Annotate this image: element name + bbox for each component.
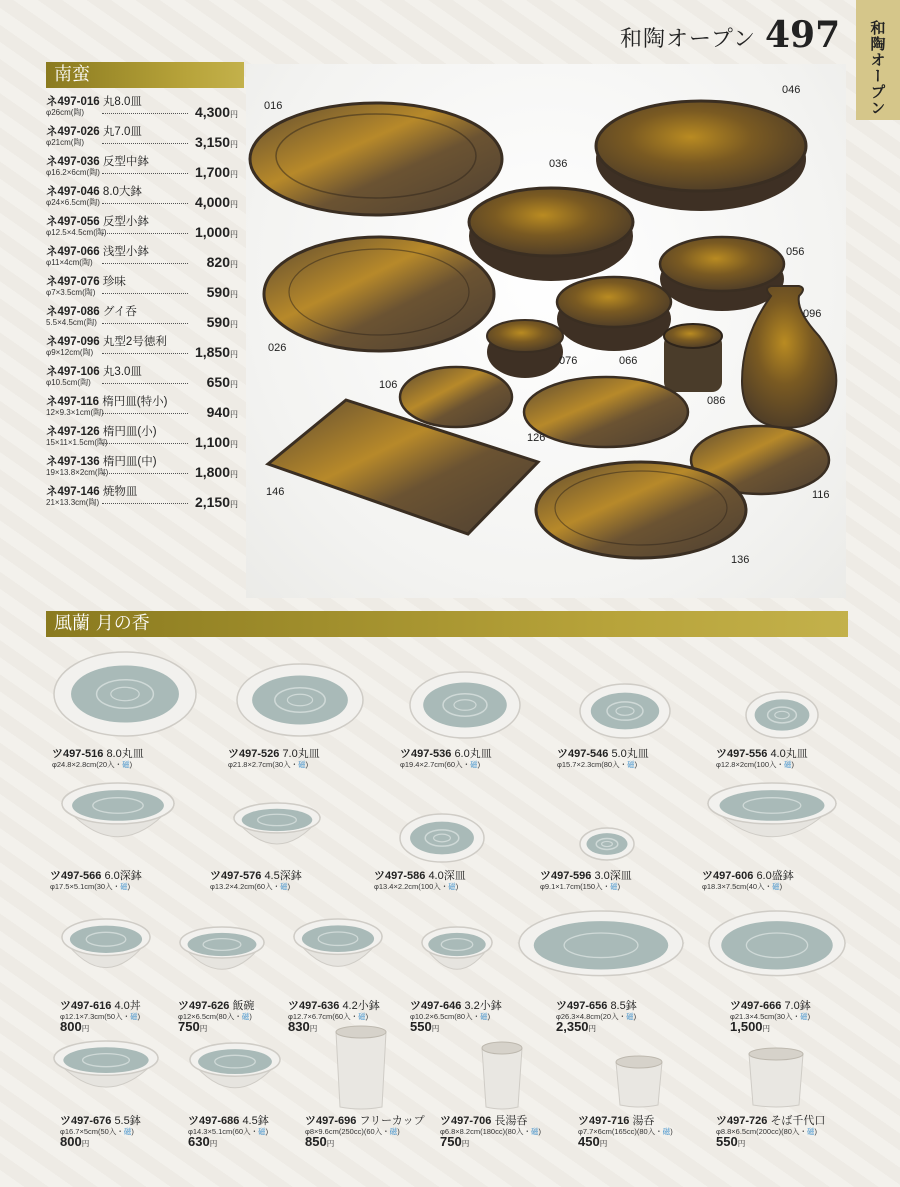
dotted-leader (102, 503, 188, 504)
product-dimensions: φ13.2×4.2cm(60入・磁) (210, 882, 291, 891)
dotted-leader (102, 293, 188, 294)
product-name: 丸型2号徳利 (102, 336, 167, 348)
product-price: 940円 (206, 404, 238, 420)
photo-label-126: 126 (527, 432, 546, 444)
product-name: 4.0丼 (114, 1000, 141, 1012)
dotted-leader (102, 323, 188, 324)
porcelain-mark: 磁 (800, 1012, 808, 1021)
product-name: 楕円皿(中) (102, 456, 157, 468)
product-price: 1,000円 (194, 224, 238, 240)
product-code: ツ497-676 5.5鉢 (60, 1115, 141, 1127)
product-dimensions: φ19.4×2.7cm(60入・磁) (400, 760, 481, 769)
product-code: ツ497-556 4.0丸皿 (716, 748, 808, 760)
product-dimensions: φ12×6.5cm(80入・磁) (178, 1012, 252, 1021)
product-name: 8.0大鉢 (102, 186, 142, 198)
product-name: 丸7.0皿 (102, 126, 142, 138)
photo-label-076: 076 (559, 355, 578, 367)
product-dimensions: φ8.8×6.5cm(200cc)(80入・磁) (716, 1127, 817, 1136)
plate-136 (536, 462, 746, 558)
product-name: 焼物皿 (102, 486, 138, 498)
photo-label-106: 106 (379, 379, 398, 391)
product-dimensions: φ24.8×2.8cm(20入・磁) (52, 760, 133, 769)
product-row[interactable] (46, 453, 238, 483)
product-name: 5.5鉢 (114, 1115, 141, 1127)
product-row[interactable] (46, 93, 238, 123)
product-code: ネ497-106 丸3.0皿 (46, 366, 142, 378)
product-image (398, 812, 486, 864)
product-dimensions: φ9.1×1.7cm(150入・磁) (540, 882, 621, 891)
product-name: 湯呑 (632, 1115, 655, 1127)
product-price: 1,800円 (194, 464, 238, 480)
product-name: 丸3.0皿 (102, 366, 142, 378)
product-code: ネ497-076 珍味 (46, 276, 126, 288)
porcelain-mark: 磁 (610, 882, 618, 891)
product-image (232, 802, 322, 864)
porcelain-mark: 磁 (123, 1127, 132, 1136)
product-code: ネ497-146 焼物皿 (46, 486, 138, 498)
page-header-title: 和陶オープン (620, 27, 757, 52)
product-dimensions: φ21.3×4.5cm(30入・磁) (730, 1012, 811, 1021)
product-price: 590円 (206, 314, 238, 330)
product-code: ツ497-636 4.2小鉢 (288, 1000, 380, 1012)
product-name: 浅型小鉢 (102, 246, 149, 258)
product-name: 5.0丸皿 (611, 748, 649, 760)
product-price: 2,350円 (556, 1019, 597, 1034)
product-dimensions: φ13.4×2.2cm(100入・磁) (374, 882, 459, 891)
page-number: 497 (765, 14, 841, 56)
product-dimensions: φ11×4cm(陶) (46, 258, 93, 267)
product-dimensions: φ26.3×4.8cm(20入・磁) (556, 1012, 637, 1021)
product-dimensions: φ9×12cm(陶) (46, 348, 94, 357)
porcelain-mark: 磁 (772, 882, 780, 891)
photo-label-036: 036 (549, 158, 568, 170)
product-code: ネ497-086 グイ呑 (46, 306, 137, 318)
product-row[interactable] (46, 363, 238, 393)
photo-label-066: 066 (619, 355, 638, 367)
product-dimensions: φ21.8×2.7cm(30入・磁) (228, 760, 309, 769)
product-row[interactable] (46, 423, 238, 453)
product-dimensions: φ12.5×4.5cm(陶) (46, 228, 107, 237)
product-name: 珍味 (102, 276, 126, 288)
product-row[interactable] (46, 153, 238, 183)
product-code: ツ497-666 7.0鉢 (730, 1000, 811, 1012)
porcelain-mark: 磁 (480, 1012, 488, 1021)
product-code: ツ497-536 6.0丸皿 (400, 748, 492, 760)
section-banner-fuuran (46, 611, 848, 637)
product-image (60, 782, 176, 864)
tokkuri-096 (742, 286, 836, 428)
product-code: ネ497-116 楕円皿(特小) (46, 396, 168, 408)
product-code: ネ497-036 反型中鉢 (46, 156, 149, 168)
porcelain-mark: 磁 (120, 882, 128, 891)
product-price: 450円 (578, 1134, 608, 1149)
product-code: ネ497-126 楕円皿(小) (46, 426, 157, 438)
product-name: 丸8.0皿 (102, 96, 142, 108)
porcelain-mark: 磁 (258, 1127, 266, 1136)
product-image (612, 1054, 666, 1108)
product-name: 7.0丸皿 (282, 748, 320, 760)
product-name: 3.2小鉢 (464, 1000, 502, 1012)
product-price: 2,150円 (194, 494, 238, 510)
product-price: 630円 (188, 1134, 218, 1149)
product-price: 590円 (206, 284, 238, 300)
plate-126 (524, 377, 688, 447)
product-name: 6.0盛鉢 (756, 870, 794, 882)
porcelain-mark: 磁 (122, 760, 130, 769)
porcelain-mark: 磁 (626, 1012, 634, 1021)
product-row[interactable] (46, 333, 238, 363)
porcelain-mark: 磁 (280, 882, 288, 891)
cup-086-rim (664, 324, 722, 348)
side-tab[interactable] (856, 0, 900, 120)
product-code: ツ497-596 3.0深皿 (540, 870, 632, 882)
product-dimensions: φ15.7×2.3cm(80入・磁) (557, 760, 638, 769)
porcelain-mark: 磁 (530, 1127, 539, 1136)
photo-label-146: 146 (266, 486, 285, 498)
dotted-leader (102, 413, 188, 414)
product-code: ツ497-516 8.0丸皿 (52, 748, 144, 760)
product-code: ツ497-646 3.2小鉢 (410, 1000, 502, 1012)
product-name: 楕円皿(特小) (102, 396, 168, 408)
product-dimensions: φ10.5cm(陶) (46, 378, 91, 387)
porcelain-mark: 磁 (806, 1127, 815, 1136)
product-image (332, 1024, 390, 1110)
product-dimensions: 12×9.3×1cm(陶) (46, 408, 104, 417)
dotted-leader (102, 383, 188, 384)
dotted-leader (102, 203, 188, 204)
porcelain-mark: 磁 (627, 760, 635, 769)
product-code: ツ497-526 7.0丸皿 (228, 748, 320, 760)
photo-label-116: 116 (812, 489, 830, 501)
porcelain-mark: 磁 (784, 760, 792, 769)
product-code: ネ497-016 丸8.0皿 (46, 96, 142, 108)
product-image (707, 910, 847, 988)
product-price: 1,500円 (730, 1019, 771, 1034)
product-name: 長湯呑 (494, 1115, 528, 1127)
photo-label-096: 096 (803, 308, 822, 320)
photo-label-026: 026 (268, 342, 287, 354)
product-image (408, 670, 522, 740)
section-title: 風蘭 月の香 (54, 613, 150, 634)
photo-label-046: 046 (782, 84, 801, 96)
product-code: ツ497-606 6.0盛鉢 (702, 870, 794, 882)
product-price: 750円 (178, 1019, 208, 1034)
product-dimensions: φ16.2×6cm(陶) (46, 168, 100, 177)
product-name: 6.0深鉢 (104, 870, 142, 882)
plate-026 (264, 237, 494, 351)
section-title: 南蛮 (54, 64, 90, 85)
porcelain-mark: 磁 (389, 1127, 398, 1136)
product-price: 830円 (288, 1019, 318, 1034)
bowl-066-rim (557, 277, 671, 327)
photo-label-136: 136 (731, 554, 750, 566)
product-name: 飯碗 (232, 1000, 255, 1012)
product-image (420, 926, 494, 990)
product-code: ネ497-136 楕円皿(中) (46, 456, 157, 468)
porcelain-mark: 磁 (241, 1012, 250, 1021)
product-price: 800円 (60, 1134, 90, 1149)
product-code: ツ497-706 長湯呑 (440, 1115, 528, 1127)
product-dimensions: 15×11×1.5cm(陶) (46, 438, 108, 447)
product-image (478, 1040, 526, 1110)
product-code: ネ497-066 浅型小鉢 (46, 246, 149, 258)
product-image (52, 1040, 160, 1110)
product-name: 反型小鉢 (102, 216, 149, 228)
product-row[interactable] (46, 243, 238, 273)
product-image (292, 918, 384, 990)
porcelain-mark: 磁 (130, 1012, 138, 1021)
product-code: ツ497-546 5.0丸皿 (557, 748, 649, 760)
product-row[interactable] (46, 123, 238, 153)
product-code: ツ497-586 4.0深皿 (374, 870, 466, 882)
product-price: 4,000円 (194, 194, 238, 210)
product-dimensions: φ10.2×6.5cm(80入・磁) (410, 1012, 491, 1021)
product-dimensions: φ16.7×5cm(50入・磁) (60, 1127, 134, 1136)
section-banner-nanban (46, 62, 244, 88)
product-name: 4.0丸皿 (770, 748, 808, 760)
product-code: ツ497-566 6.0深鉢 (50, 870, 142, 882)
product-image (744, 690, 820, 740)
bowl-036-rim (469, 188, 633, 256)
porcelain-mark: 磁 (470, 760, 478, 769)
product-name: そば千代口 (770, 1115, 826, 1127)
product-price: 550円 (716, 1134, 746, 1149)
dotted-leader (102, 143, 188, 144)
bowl-046-rim (596, 101, 806, 191)
product-price: 750円 (440, 1134, 470, 1149)
product-price: 820円 (206, 254, 238, 270)
product-dimensions: φ18.3×7.5cm(40入・磁) (702, 882, 783, 891)
product-name: 7.0鉢 (784, 1000, 811, 1012)
product-code: ツ497-656 8.5鉢 (556, 1000, 637, 1012)
product-name: 4.2小鉢 (342, 1000, 380, 1012)
porcelain-mark: 磁 (448, 882, 456, 891)
dotted-leader (102, 473, 188, 474)
plate-106 (400, 367, 512, 427)
photo-label-016: 016 (264, 100, 283, 112)
product-name: 3.0深皿 (594, 870, 632, 882)
product-name: 8.0丸皿 (106, 748, 144, 760)
product-code: ツ497-716 湯呑 (578, 1115, 655, 1127)
product-dimensions: 19×13.8×2cm(陶) (46, 468, 109, 477)
product-dimensions: φ7.7×6cm(165cc)(80入・磁) (578, 1127, 673, 1136)
product-dimensions: φ8×9.6cm(250cc)(60入・磁) (305, 1127, 400, 1136)
product-dimensions: φ7×3.5cm(陶) (46, 288, 96, 297)
product-dimensions: φ12.8×2cm(100入・磁) (716, 760, 795, 769)
product-name: 反型中鉢 (102, 156, 149, 168)
product-dimensions: 21×13.3cm(陶) (46, 498, 100, 507)
porcelain-mark: 磁 (358, 1012, 366, 1021)
bowl-056-rim (660, 237, 784, 291)
product-code: ツ497-616 4.0丼 (60, 1000, 141, 1012)
product-name: 6.0丸皿 (454, 748, 492, 760)
product-dimensions: φ12.1×7.3cm(50入・磁) (60, 1012, 141, 1021)
product-image (745, 1046, 807, 1108)
product-dimensions: φ21cm(陶) (46, 138, 85, 147)
product-code: ネ497-026 丸7.0皿 (46, 126, 142, 138)
product-price: 800円 (60, 1019, 90, 1034)
product-dimensions: φ14.3×5.1cm(60入・磁) (188, 1127, 269, 1136)
product-code: ネ497-046 8.0大鉢 (46, 186, 142, 198)
product-row[interactable] (46, 183, 238, 213)
product-price: 3,150円 (194, 134, 238, 150)
plate-146 (268, 400, 538, 534)
product-row[interactable] (46, 213, 238, 243)
product-dimensions: φ24×6.5cm(陶) (46, 198, 100, 207)
product-dimensions: φ12.7×6.7cm(60入・磁) (288, 1012, 369, 1021)
photo-label-056: 056 (786, 246, 805, 258)
nanban-product-list (46, 93, 238, 513)
photo-label-086: 086 (707, 395, 726, 407)
product-dimensions: 5.5×4.5cm(陶) (46, 318, 97, 327)
product-code: ツ497-576 4.5深鉢 (210, 870, 302, 882)
product-image (706, 782, 838, 864)
porcelain-mark: 磁 (662, 1127, 671, 1136)
product-code: ネ497-096 丸型2号徳利 (46, 336, 167, 348)
product-price: 850円 (305, 1134, 335, 1149)
dotted-leader (102, 173, 188, 174)
product-image (52, 650, 198, 738)
product-name: 4.5鉢 (242, 1115, 269, 1127)
dotted-leader (102, 263, 188, 264)
product-dimensions: φ6.8×8.2cm(180cc)(80入・磁) (440, 1127, 541, 1136)
product-code: ツ497-626 飯碗 (178, 1000, 255, 1012)
product-name: 8.5鉢 (610, 1000, 637, 1012)
product-row[interactable] (46, 303, 238, 333)
product-image (235, 662, 365, 738)
dotted-leader (102, 113, 188, 114)
cup-076-rim (487, 320, 563, 352)
product-image (517, 910, 685, 988)
side-tab-label: 和陶オープン (868, 20, 887, 116)
product-price: 550円 (410, 1019, 440, 1034)
nanban-product-photo (246, 64, 846, 598)
product-name: グイ呑 (102, 306, 137, 318)
product-name: 4.5深鉢 (264, 870, 302, 882)
product-row[interactable] (46, 483, 238, 513)
dotted-leader (102, 353, 188, 354)
product-dimensions: φ26cm(陶) (46, 108, 85, 117)
product-name: フリーカップ (359, 1115, 425, 1127)
product-image (60, 918, 152, 992)
product-row[interactable] (46, 393, 238, 423)
dotted-leader (102, 443, 188, 444)
product-image (578, 682, 672, 740)
product-name: 4.0深皿 (428, 870, 466, 882)
product-code: ツ497-686 4.5鉢 (188, 1115, 269, 1127)
product-price: 4,300円 (194, 104, 238, 120)
product-code: ツ497-726 そば千代口 (716, 1115, 826, 1127)
product-image (578, 826, 636, 862)
product-price: 1,700円 (194, 164, 238, 180)
product-image (188, 1042, 282, 1110)
product-row[interactable] (46, 273, 238, 303)
product-price: 1,100円 (194, 434, 238, 450)
product-image (178, 926, 266, 990)
product-price: 650円 (206, 374, 238, 390)
product-price: 1,850円 (194, 344, 238, 360)
product-code: ツ497-696 フリーカップ (305, 1115, 425, 1127)
product-dimensions: φ17.5×5.1cm(30入・磁) (50, 882, 131, 891)
product-code: ネ497-056 反型小鉢 (46, 216, 149, 228)
porcelain-mark: 磁 (298, 760, 306, 769)
nanban-photo-svg (246, 64, 846, 598)
dotted-leader (102, 233, 188, 234)
product-name: 楕円皿(小) (102, 426, 157, 438)
